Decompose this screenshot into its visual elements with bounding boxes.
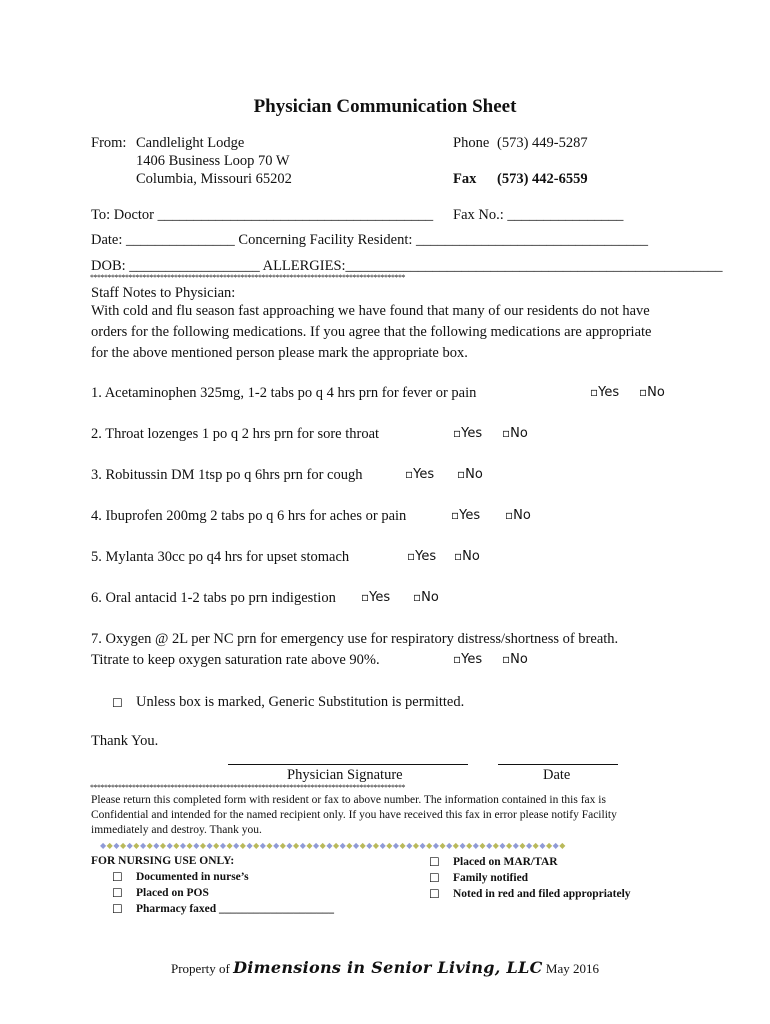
confidential-line-3: immediately and destroy. Thank you. — [91, 824, 262, 836]
med-item-5: 5. Mylanta 30cc po q4 hrs for upset stomach — [91, 549, 350, 565]
documented-checkbox[interactable]: ☐ — [112, 870, 123, 884]
decorative-divider: ◆◆◆◆◆◆◆◆◆◆◆◆◆◆◆◆◆◆◆◆◆◆◆◆◆◆◆◆◆◆◆◆◆◆◆◆◆◆◆◆◆◆◆◆◆◆◆◆◆◆◆◆◆◆◆◆◆◆◆◆◆◆◆◆◆◆◆◆◆◆ — [100, 842, 566, 850]
med-1-yes[interactable]: ▫Yes — [590, 385, 620, 400]
nursing-item-family: Family notified — [453, 872, 529, 884]
nursing-item-pharmacy: Pharmacy faxed ____________________ — [136, 903, 335, 915]
med-7-no[interactable]: ▫No — [502, 652, 528, 667]
noted-checkbox[interactable]: ☐ — [429, 887, 440, 901]
from-label: From: — [91, 135, 127, 151]
facility-address-1: 1406 Business Loop 70 W — [136, 153, 290, 169]
checkbox-icon: ▫ — [405, 467, 414, 481]
separator-bottom: ****************************************************************************************** — [90, 784, 405, 791]
checkbox-icon: ▫ — [457, 467, 466, 481]
med-2-no[interactable]: ▫No — [502, 426, 528, 441]
fax-number: (573) 442-6559 — [497, 171, 588, 187]
separator-top: ****************************************************************************************** — [90, 274, 405, 281]
date-line[interactable] — [498, 764, 618, 765]
to-doctor-field[interactable]: To: Doctor ______________________________________ — [91, 207, 434, 223]
med-2-yes[interactable]: ▫Yes — [453, 426, 483, 441]
facility-address-2: Columbia, Missouri 65202 — [136, 171, 292, 187]
date-resident-field[interactable]: Date: _______________ Concerning Facility Resident: ________________________________ — [91, 232, 648, 248]
fax-label: Fax — [453, 171, 477, 187]
phone-number: (573) 449-5287 — [497, 135, 588, 151]
med-3-no[interactable]: ▫No — [457, 467, 483, 482]
physician-signature-label: Physician Signature — [287, 767, 403, 783]
nursing-item-documented: Documented in nurse’s — [136, 871, 249, 883]
med-item-1: 1. Acetaminophen 325mg, 1-2 tabs po q 4 hrs prn for fever or pain — [91, 385, 477, 401]
med-6-yes[interactable]: ▫Yes — [361, 590, 391, 605]
med-5-no[interactable]: ▫No — [454, 549, 480, 564]
pos-checkbox[interactable]: ☐ — [112, 886, 123, 900]
footer-prefix: Property of — [170, 961, 230, 976]
notes-line-1: With cold and flu season fast approaching we have found that many of our residents do not have — [91, 303, 650, 319]
notes-heading: Staff Notes to Physician: — [91, 285, 236, 301]
med-4-no[interactable]: ▫No — [505, 508, 531, 523]
med-1-no[interactable]: ▫No — [639, 385, 665, 400]
confidential-line-2: Confidential and intended for the named recipient only. If you have received this fax in error please notify Facility — [91, 809, 617, 821]
checkbox-icon: ▫ — [451, 508, 460, 522]
checkbox-icon: ▫ — [361, 590, 370, 604]
dob-allergies-field[interactable]: DOB: __________________ ALLERGIES:____________________________________________________ — [91, 258, 723, 274]
family-checkbox[interactable]: ☐ — [429, 871, 440, 885]
footer — [0, 958, 770, 977]
fax-no-field[interactable]: Fax No.: ________________ — [453, 207, 624, 223]
med-3-yes[interactable]: ▫Yes — [405, 467, 435, 482]
med-6-no[interactable]: ▫No — [413, 590, 439, 605]
checkbox-icon: ▫ — [407, 549, 416, 563]
footer-date: May 2016 — [545, 961, 599, 976]
checkbox-icon: ▫ — [454, 549, 463, 563]
thank-you: Thank You. — [91, 733, 159, 749]
checkbox-icon: ▫ — [639, 385, 648, 399]
med-7-yes[interactable]: ▫Yes — [453, 652, 483, 667]
med-4-yes[interactable]: ▫Yes — [451, 508, 481, 523]
checkbox-icon: ▫ — [590, 385, 599, 399]
checkbox-icon: ▫ — [502, 426, 511, 440]
med-item-3: 3. Robitussin DM 1tsp po q 6hrs prn for cough — [91, 467, 363, 483]
date-label: Date — [543, 767, 571, 783]
checkbox-icon: ▫ — [505, 508, 514, 522]
notes-line-3: for the above mentioned person please mark the appropriate box. — [91, 345, 468, 361]
generic-note: Unless box is marked, Generic Substitution is permitted. — [136, 694, 465, 710]
med-item-7: 7. Oxygen @ 2L per NC prn for emergency use for respiratory distress/shortness of breath. — [91, 631, 619, 647]
med-item-4: 4. Ibuprofen 200mg 2 tabs po q 6 hrs for aches or pain — [91, 508, 407, 524]
checkbox-icon: ▫ — [502, 652, 511, 666]
phone-label: Phone — [453, 135, 490, 151]
notes-line-2: orders for the following medications. If you agree that the following medications are appropriate — [91, 324, 652, 340]
page-title: Physician Communication Sheet — [253, 96, 517, 117]
generic-substitution-checkbox[interactable]: ☐ — [112, 696, 123, 710]
checkbox-icon: ▫ — [453, 426, 462, 440]
med-item-2: 2. Throat lozenges 1 po q 2 hrs prn for sore throat — [91, 426, 380, 442]
nursing-heading: FOR NURSING USE ONLY: — [91, 855, 235, 867]
nursing-item-mar-tar: Placed on MAR/TAR — [453, 856, 558, 868]
med-5-yes[interactable]: ▫Yes — [407, 549, 437, 564]
med-item-6: 6. Oral antacid 1-2 tabs po prn indigestion — [91, 590, 336, 606]
nursing-item-noted: Noted in red and filed appropriately — [453, 888, 631, 900]
mar-tar-checkbox[interactable]: ☐ — [429, 855, 440, 869]
brand-name: Dimensions in Senior Living, LLC — [233, 958, 543, 977]
checkbox-icon: ▫ — [453, 652, 462, 666]
confidential-line-1: Please return this completed form with resident or fax to above number. The information contained in this fax is — [91, 794, 606, 806]
nursing-item-pos: Placed on POS — [136, 887, 209, 899]
signature-line[interactable] — [228, 764, 468, 765]
facility-name: Candlelight Lodge — [136, 135, 245, 151]
checkbox-icon: ▫ — [413, 590, 422, 604]
med-item-7-line-2: Titrate to keep oxygen saturation rate above 90%. — [91, 652, 380, 668]
pharmacy-checkbox[interactable]: ☐ — [112, 902, 123, 916]
